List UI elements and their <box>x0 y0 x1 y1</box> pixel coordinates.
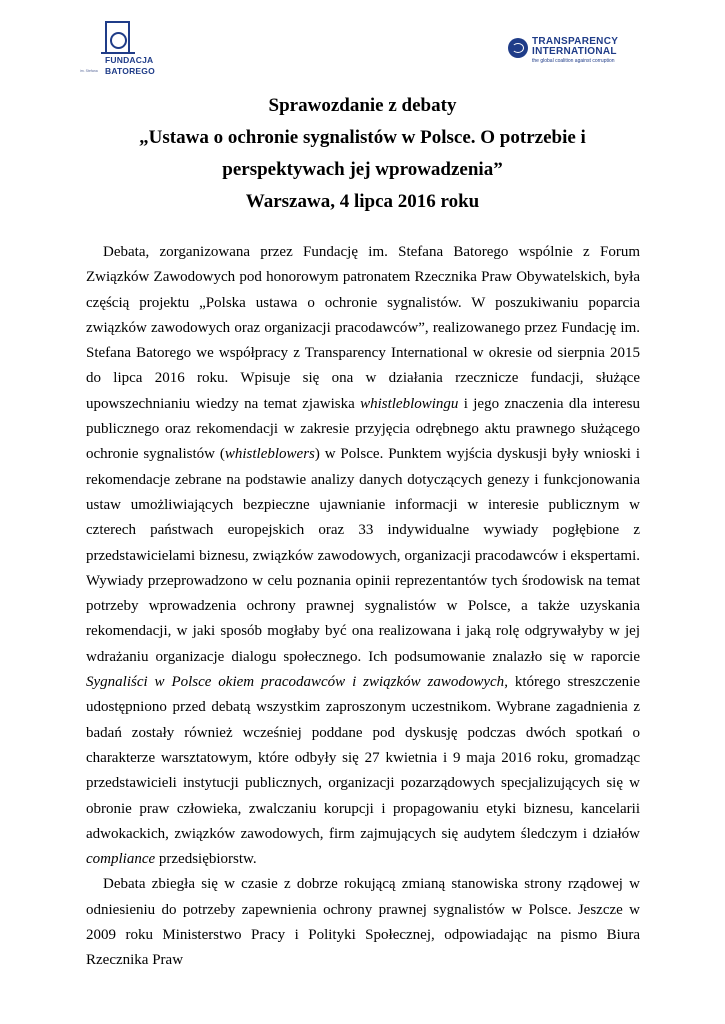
paragraph-1-text-d: , którego streszczenie udostępniono przed debatą wszystkim zaproszonym uczestnikom. Wybrane zagadnienia z badań zostały również wcześniej poddane pod dyskusję podczas dwóch spotkań o charakterze warsztatowym, które odbyły się 27 kwietnia i 9 maja 2016 roku, gromadząc przedstawicieli instytucji publicznych, organizacji pozarządowych specjalizujących się w obronie praw człowieka, zwalczaniu korupcji i propagowaniu etyki biznesu, kancelarii adwokackich, związków zawodowych, firm zajmujących się audytem śledczym i działów <box>86 674 640 842</box>
batory-logo-name-line2: BATOREGO <box>105 66 155 76</box>
title-line-3: perspektywach jej wprowadzenia” <box>222 159 503 180</box>
fundacja-batorego-logo <box>79 21 159 77</box>
report-title-reference: Sygnaliści w Polsce okiem pracodawców i związków zawodowych <box>86 674 505 691</box>
paragraph-2: Debata zbiegła się w czasie z dobrze rokującą zmianą stanowiska strony rządowej w odniesieniu do potrzeby zapewnienia ochrony prawnej sygnalistów w Polsce. Jeszcze w 2009 roku Ministerstwo Pracy i Polityki Społecznej, odpowiadając na pismo Biura Rzecznika Praw <box>86 876 640 969</box>
globe-icon <box>508 38 528 58</box>
ti-logo-name-line2: INTERNATIONAL <box>532 46 617 57</box>
paragraph-1-text-c: ) w Polsce. Punktem wyjścia dyskusji były wnioski i rekomendacje zebrane na podstawie analizy danych dotyczących genezy i funkcjonowania ustaw umożliwiających bezpieczne ujawnianie informacji w interesie publicznym w czterech państwach europejskich oraz 33 indywidualne wywiady pogłębione z przedstawicielami biznesu, związków zawodowych, organizacji pracodawców i ekspertami. Wywiady przeprowadzono w celu poznania opinii reprezentantów tych środowisk na temat potrzeby wprowadzenia ochrony prawnej sygnalistów w Polsce, a także uzyskania rekomendacji, w jaki sposób mogłaby być ona realizowana i jaką rolę odgrywałyby w jej wdrażaniu organizacje dialogu społecznego. Ich podsumowanie znalazło się w raporcie <box>86 446 640 665</box>
transparency-international-logo <box>508 36 638 66</box>
report-body <box>86 240 640 974</box>
batory-logo-name-line1: FUNDACJA <box>105 55 154 65</box>
title-line-4: Warszawa, 4 lipca 2016 roku <box>245 191 480 212</box>
ti-logo-tagline: the global coalition against corruption <box>532 58 615 64</box>
paragraph-1-text-b: i jego znaczenia dla interesu publicznego oraz rekomendacji w zakresie przyjęcia odrębnego aktu prawnego służącego ochronie sygnalistów ( <box>86 395 641 463</box>
batory-logo-prefix: im. Stefana <box>80 69 98 73</box>
italic-term-compliance: compliance <box>86 851 156 868</box>
paragraph-1-text-a: Debata, zorganizowana przez Fundację im. Stefana Batorego wspólnie z Forum Związków Zawodowych pod honorowym patronatem Rzecznika Praw Obywatelskich, była częścią projektu „Polska ustawa o ochronie sygnalistów. W poszukiwaniu poparcia związków zawodowych oraz organizacji pracodawców”, realizowanego przez Fundację im. Stefana Batorego we współpracy z Transparency International w okresie od sierpnia 2015 do lipca 2016 roku. Wpisuje się ona w działania rzecznicze fundacji, służące upowszechnianiu wiedzy na temat zjawiska <box>86 244 640 412</box>
title-line-1: Sprawozdanie z debaty <box>268 95 457 116</box>
ti-logo-name-line1: TRANSPARENCY <box>532 36 619 47</box>
paragraph-1 <box>86 240 640 872</box>
italic-term-whistleblowingu: whistleblowingu <box>360 395 459 412</box>
batory-logo-mark <box>105 21 130 52</box>
report-title <box>80 90 645 218</box>
paragraph-1-text-e: przedsiębiorstw. <box>155 851 257 868</box>
title-line-2: „Ustawa o ochronie sygnalistów w Polsce. O potrzebie i <box>139 127 586 148</box>
batory-logo-line <box>101 52 135 54</box>
italic-term-whistleblowers: whistleblowers <box>224 446 315 463</box>
